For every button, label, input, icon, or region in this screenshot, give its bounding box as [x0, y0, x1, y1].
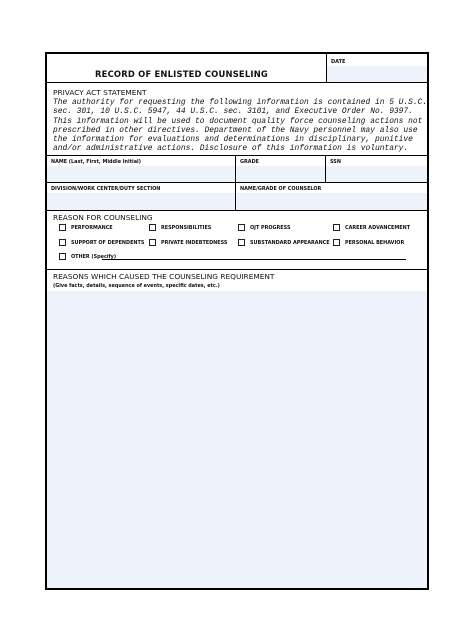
- division-row: [47, 183, 427, 211]
- checkbox-support-of-dependents[interactable]: [59, 239, 144, 246]
- checkbox-substandard-appearance[interactable]: [238, 239, 330, 246]
- division-field[interactable]: [47, 193, 235, 210]
- checkbox-ojt-progress[interactable]: [238, 224, 290, 231]
- name-field[interactable]: [47, 166, 235, 182]
- checkbox-box[interactable]: [238, 239, 245, 246]
- ssn-field[interactable]: [326, 166, 427, 182]
- reason-heading: REASON FOR COUNSELING: [53, 213, 153, 222]
- privacy-line: This information will be used to document quality force counseling actions not: [53, 116, 423, 126]
- ssn-label: SSN: [330, 159, 341, 165]
- checkbox-private-indebtedness[interactable]: [149, 239, 227, 246]
- counselor-cell: [235, 183, 427, 210]
- grade-cell: [235, 156, 325, 182]
- name-label: NAME (Last, First, Middle Initial): [51, 159, 141, 165]
- checkbox-label: PRIVATE INDEBTEDNESS: [161, 239, 228, 246]
- reasons-section: [47, 270, 427, 588]
- checkbox-personal-behavior[interactable]: [333, 239, 404, 246]
- checkbox-label: SUBSTANDARD APPEARANCE: [250, 239, 330, 246]
- reasons-text-field[interactable]: [47, 291, 427, 588]
- counselor-field[interactable]: [236, 193, 427, 210]
- counseling-form: [45, 52, 429, 590]
- checkbox-label: OTHER (Specify): [71, 253, 117, 260]
- reason-section: [47, 211, 427, 270]
- privacy-line: and/or administrative actions. Disclosure of this information is voluntary.: [53, 144, 409, 154]
- form-footer: [0, 590, 474, 598]
- name-cell: [47, 156, 235, 182]
- reasons-heading: REASONS WHICH CAUSED THE COUNSELING REQUIREMENT: [53, 272, 275, 281]
- privacy-text: [53, 98, 428, 154]
- checkbox-box[interactable]: [59, 253, 66, 260]
- title-row: [47, 54, 427, 83]
- form-title: RECORD OF ENLISTED COUNSELING: [95, 69, 268, 79]
- checkbox-responsibilities[interactable]: [149, 224, 211, 231]
- grade-label: GRADE: [240, 159, 259, 165]
- division-cell: [47, 183, 235, 210]
- date-cell: [326, 54, 427, 82]
- checkbox-career-advancement[interactable]: [333, 224, 410, 231]
- checkbox-box[interactable]: [149, 224, 156, 231]
- checkbox-performance[interactable]: [59, 224, 113, 231]
- grade-field[interactable]: [236, 166, 325, 182]
- checkbox-box[interactable]: [59, 224, 66, 231]
- checkbox-label: SUPPORT OF DEPENDENTS: [71, 239, 145, 246]
- privacy-line: sec. 301, 10 U.S.C. 5947, 44 U.S.C. sec. 3101, and Executive Order No. 9397.: [53, 107, 413, 117]
- division-label: DIVISION/WORK CENTER/DUTY SECTION: [51, 186, 161, 192]
- checkbox-box[interactable]: [149, 239, 156, 246]
- privacy-line: the information for evaluations and determinations in disciplinary, punitive: [53, 135, 413, 145]
- counselor-label: NAME/GRADE OF COUNSELOR: [240, 186, 322, 192]
- date-field[interactable]: [327, 66, 427, 82]
- date-label: DATE: [331, 59, 346, 65]
- checkbox-box[interactable]: [59, 239, 66, 246]
- checkbox-label: PERFORMANCE: [71, 224, 113, 231]
- privacy-section: [47, 83, 427, 156]
- checkbox-label: CAREER ADVANCEMENT: [345, 224, 411, 231]
- checkbox-label: RESPONSIBILITIES: [161, 224, 212, 231]
- privacy-line: prescribed in other directives. Department of the Navy personnel may also use: [53, 125, 418, 135]
- checkbox-box[interactable]: [333, 239, 340, 246]
- privacy-heading: PRIVACY ACT STATEMENT: [53, 88, 147, 97]
- checkbox-box[interactable]: [333, 224, 340, 231]
- checkbox-label: PERSONAL BEHAVIOR: [345, 239, 405, 246]
- reasons-subheading: (Give facts, details, sequence of events, specific dates, etc.): [53, 283, 220, 289]
- checkbox-box[interactable]: [238, 224, 245, 231]
- checkbox-label: OJT PROGRESS: [250, 224, 291, 231]
- ssn-cell: [325, 156, 427, 182]
- privacy-line: The authority for requesting the following information is contained in 5 U.S.C.: [53, 98, 428, 107]
- other-specify-field[interactable]: [102, 259, 406, 260]
- name-row: [47, 156, 427, 183]
